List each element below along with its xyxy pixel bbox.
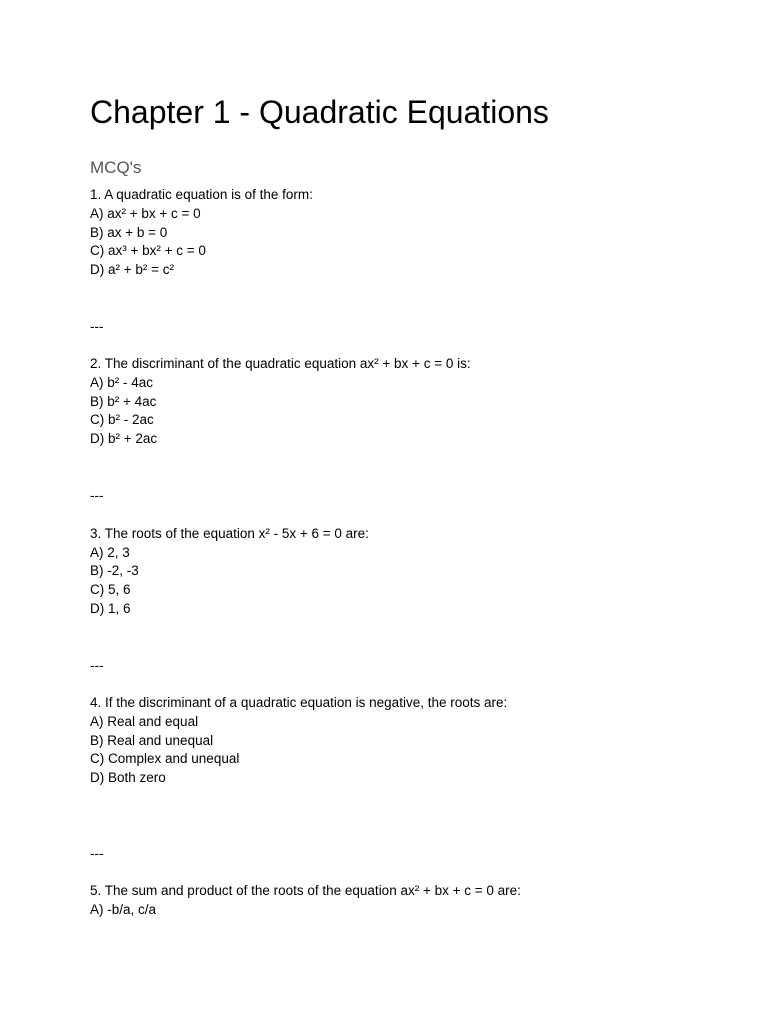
- question-4-text: 4. If the discriminant of a quadratic equation is negative, the roots are:: [90, 695, 508, 710]
- question-3-option-c: C) 5, 6: [90, 582, 131, 597]
- separator-1: ---: [90, 319, 104, 334]
- question-2-text: 2. The discriminant of the quadratic equation ax² + bx + c = 0 is:: [90, 356, 471, 371]
- question-1-text: 1. A quadratic equation is of the form:: [90, 187, 313, 202]
- question-1-option-c: C) ax³ + bx² + c = 0: [90, 243, 206, 258]
- question-4-option-a: A) Real and equal: [90, 714, 199, 729]
- question-3-option-a: A) 2, 3: [90, 545, 130, 560]
- question-1-option-b: B) ax + b = 0: [90, 225, 168, 240]
- question-5-option-a: A) -b/a, c/a: [90, 902, 157, 917]
- question-3-text: 3. The roots of the equation x² - 5x + 6 = 0 are:: [90, 526, 369, 541]
- separator-2: ---: [90, 488, 104, 503]
- question-1-option-d: D) a² + b² = c²: [90, 262, 175, 277]
- question-5-text: 5. The sum and product of the roots of the equation ax² + bx + c = 0 are:: [90, 883, 521, 898]
- separator-3: ---: [90, 658, 104, 673]
- question-2-option-b: B) b² + 4ac: [90, 394, 157, 409]
- question-3-option-d: D) 1, 6: [90, 601, 131, 616]
- question-2-option-d: D) b² + 2ac: [90, 431, 158, 446]
- page-title: Chapter 1 - Quadratic Equations: [90, 94, 549, 130]
- question-4-option-d: D) Both zero: [90, 770, 166, 785]
- question-3-option-b: B) -2, -3: [90, 563, 139, 578]
- question-2-option-a: A) b² - 4ac: [90, 375, 154, 390]
- section-subtitle: MCQ's: [90, 158, 142, 177]
- question-4-option-b: B) Real and unequal: [90, 733, 214, 748]
- question-4-option-c: C) Complex and unequal: [90, 751, 240, 766]
- separator-4: ---: [90, 846, 104, 861]
- question-1-option-a: A) ax² + bx + c = 0: [90, 206, 201, 221]
- question-2-option-c: C) b² - 2ac: [90, 412, 154, 427]
